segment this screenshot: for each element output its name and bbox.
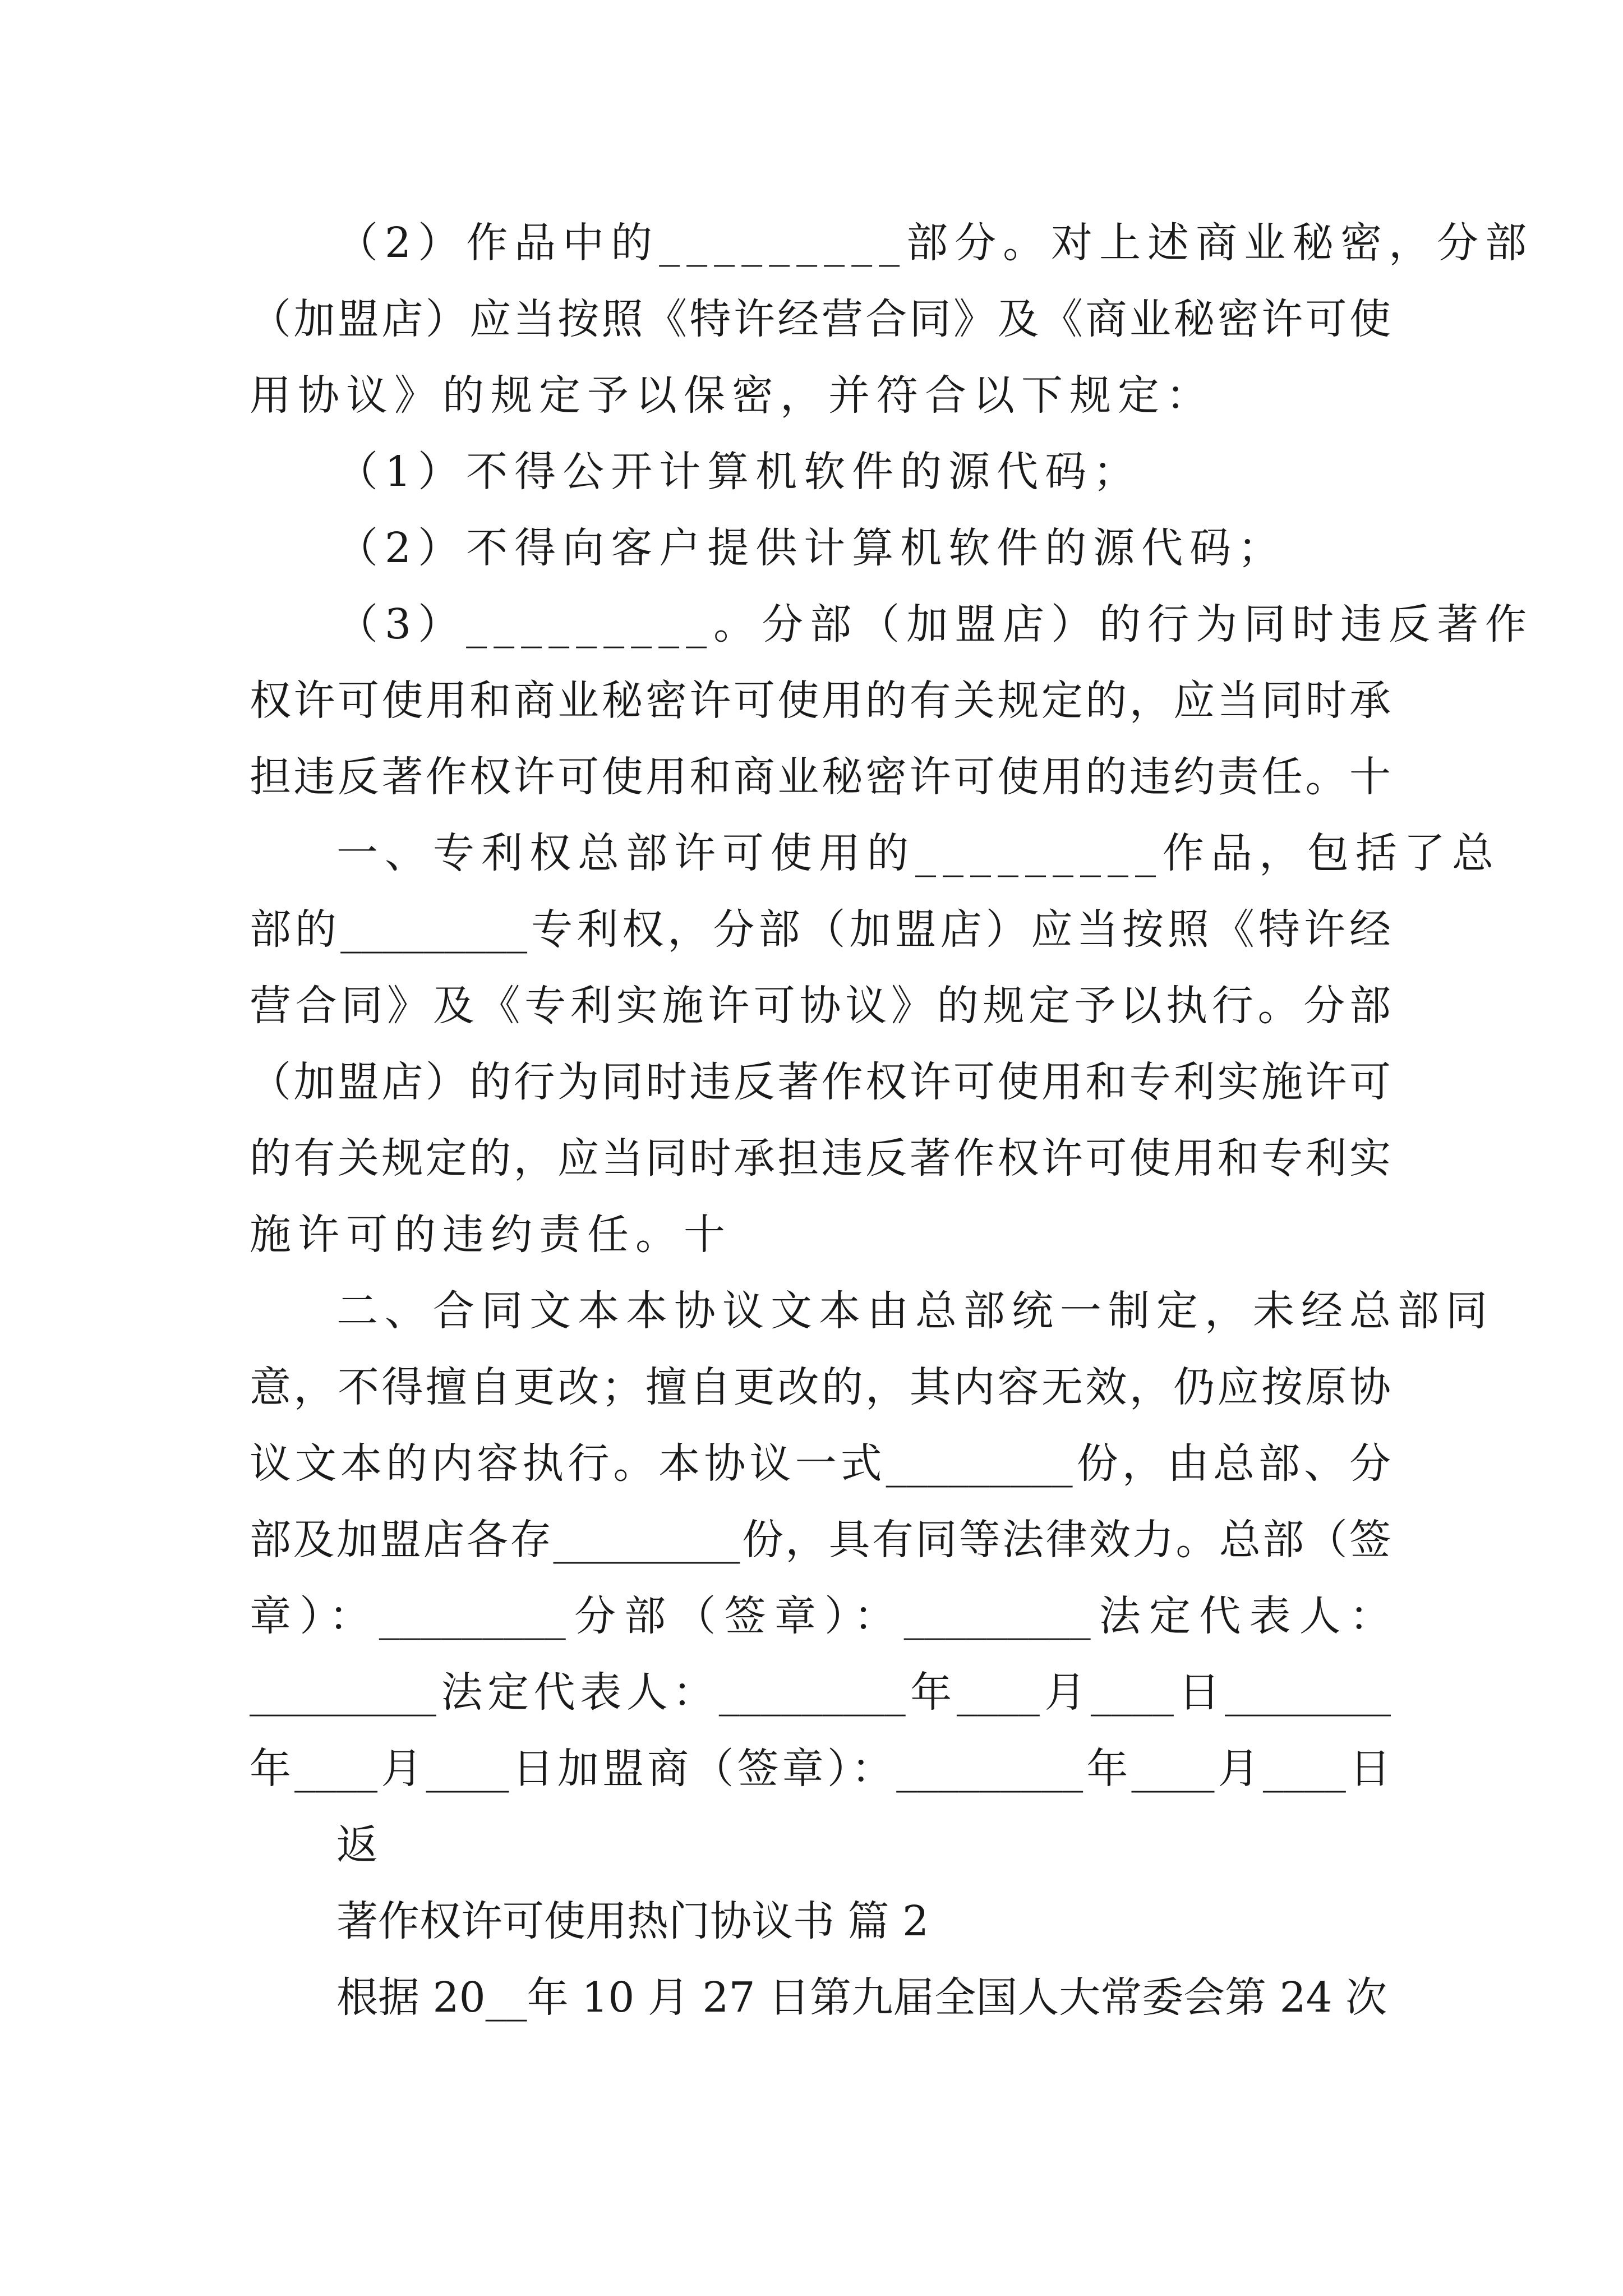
text-line: 用协议》的规定予以保密，并符合以下规定： [250,371,1214,420]
text-line: 根据 20__年 10 月 27 日第九届全国人大常委会第 24 次 [336,1973,1387,2022]
text-line: （加盟店）应当按照《特许经营合同》及《商业秘密许可使 [250,295,1391,343]
text-line: （3）_________。分部（加盟店）的行为同时违反著作 [336,600,1534,648]
text-line: 一、专利权总部许可使用的_________作品，包括了总 [336,829,1500,877]
text-line: 议文本的内容执行。本协议一式_________份，由总部、分 [250,1439,1391,1488]
text-line: 年____月____日加盟商（签章）：_________年____月____日 [250,1745,1391,1793]
text-line: 二、合同文本本协议文本由总部统一制定，未经总部同 [336,1287,1494,1335]
text-line: 担违反著作权许可使用和商业秘密许可使用的违约责任。十 [250,753,1391,801]
text-line: 权许可使用和商业秘密许可使用的有关规定的，应当同时承 [250,677,1391,725]
text-line: （加盟店）的行为同时违反著作权许可使用和专利实施许可 [250,1058,1391,1106]
text-line: （1）不得公开计算机软件的源代码； [336,448,1142,496]
text-line: 营合同》及《专利实施许可协议》的规定予以执行。分部 [250,982,1391,1030]
text-line: 返 [336,1821,385,1869]
text-line: （2）不得向客户提供计算机软件的源代码； [336,524,1287,572]
text-line: 的有关规定的，应当同时承担违反著作权许可使用和专利实 [250,1134,1391,1182]
text-line: 部及加盟店各存_________份，具有同等法律效力。总部（签 [250,1516,1391,1564]
text-line: 章）：_________分部（签章）：_________法定代表人： [250,1592,1391,1640]
text-line: 意，不得擅自更改；擅自更改的，其内容无效，仍应按原协 [250,1363,1391,1411]
text-line: 施许可的违约责任。十 [250,1211,732,1259]
text-line: 部的_________专利权，分部（加盟店）应当按照《特许经 [250,905,1391,954]
section-heading: 著作权许可使用热门协议书 篇 2 [336,1897,929,1945]
text-line: _________法定代表人：_________年____月____日________ [250,1668,1391,1717]
text-line: （2）作品中的_________部分。对上述商业秘密，分部 [336,219,1534,267]
